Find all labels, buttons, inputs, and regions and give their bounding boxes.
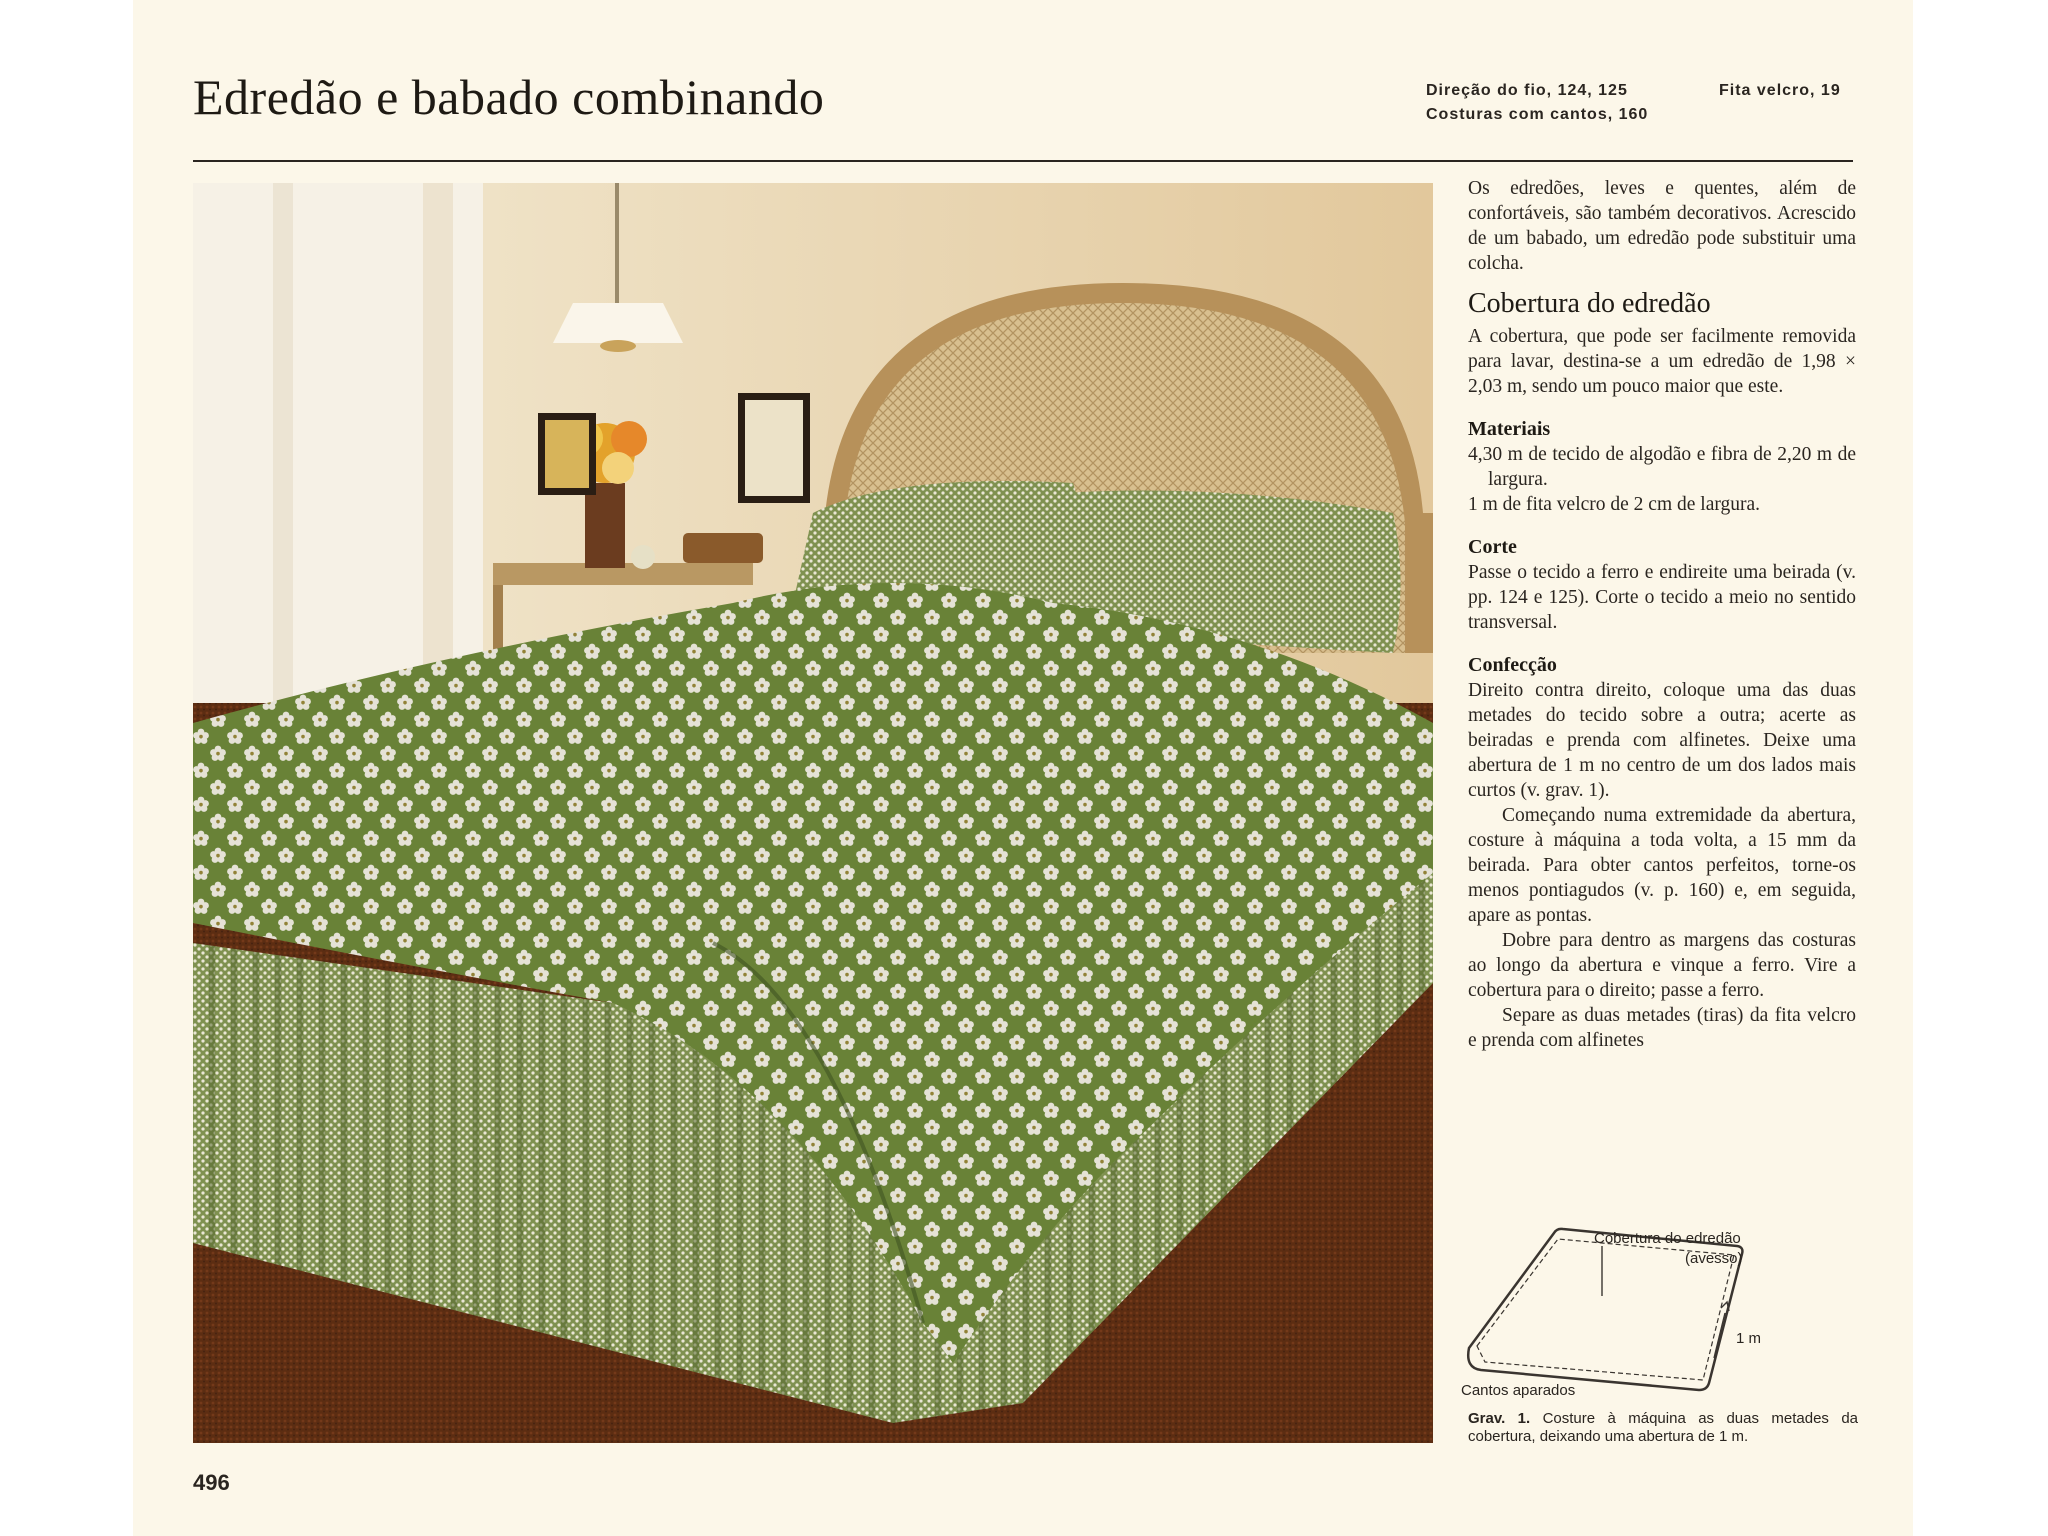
- making-paragraph: Separe as duas metades (tiras) da fita velcro e prenda com alfinetes: [1468, 1005, 1856, 1051]
- page-number: 496: [193, 1470, 230, 1495]
- bedroom-photo: [193, 183, 1433, 1443]
- materials-heading: Materiais: [1468, 418, 1551, 440]
- caption-text: Costure à máquina as duas metades da cobertura, deixando uma abertura de 1 m.: [1468, 1410, 1859, 1445]
- book-page: [133, 0, 1913, 1536]
- xref-velcro: Fita velcro, 19: [1719, 82, 1841, 99]
- intro-paragraph: Os edredões, leves e quentes, além de confortáveis, são também decorativos. Acrescido de um babado, um edredão pode substituir uma colcha.: [1468, 178, 1856, 274]
- label-corners: Cantos aparados: [1461, 1382, 1576, 1399]
- title-rule: [193, 160, 1853, 162]
- materials-item: 4,30 m de tecido de algodão e fibra de 2,20 m de largura.: [1468, 444, 1856, 490]
- label-reverse: (avesso): [1685, 1250, 1743, 1267]
- section-paragraph: A cobertura, que pode ser facilmente removida para lavar, destina-se a um edredão de 1,98 × 2,03 m, sendo um pouco maior que este.: [1468, 326, 1856, 397]
- section-title: Cobertura do edredão: [1468, 288, 1711, 319]
- xref-corners: Costuras com cantos, 160: [1426, 106, 1649, 123]
- caption-label: Grav. 1.: [1468, 1410, 1531, 1427]
- cutting-paragraph: Passe o tecido a ferro e endireite uma beirada (v. pp. 124 e 125). Corte o tecido a meio no sentido transversal.: [1468, 562, 1856, 633]
- making-paragraph: Começando numa extremidade da abertura, costure à máquina a toda volta, a 15 mm da beirada. Para obter cantos perfeitos, torne-os menos pontiagudos (v. p. 160) e, em seguida, apare as pontas.: [1468, 805, 1856, 926]
- figure-caption: [1468, 1410, 1858, 1446]
- label-cover: Cobertura do edredão: [1594, 1230, 1741, 1247]
- materials-item: 1 m de fita velcro de 2 cm de largura.: [1468, 494, 1761, 515]
- xref-grain: Direção do fio, 124, 125: [1426, 82, 1628, 99]
- sewing-diagram: [1459, 1218, 1859, 1408]
- making-heading: Confecção: [1468, 654, 1557, 676]
- label-opening: 1 m: [1736, 1330, 1762, 1347]
- making-paragraph: Dobre para dentro as margens das costuras ao longo da abertura e vinque a ferro. Vire a cobertura para o direito; passe a ferro.: [1468, 930, 1856, 1001]
- text-column: [1468, 176, 1856, 1053]
- cutting-heading: Corte: [1468, 536, 1517, 558]
- page-title: Edredão e babado combinando: [193, 69, 825, 125]
- making-paragraph: Direito contra direito, coloque uma das duas metades do tecido sobre a outra; acerte as beiradas e prenda com alfinetes. Deixe uma abertura de 1 m no centro de um dos lados mais curtos (v. grav. 1).: [1468, 680, 1856, 801]
- bedroom-illustration: [193, 183, 1433, 1443]
